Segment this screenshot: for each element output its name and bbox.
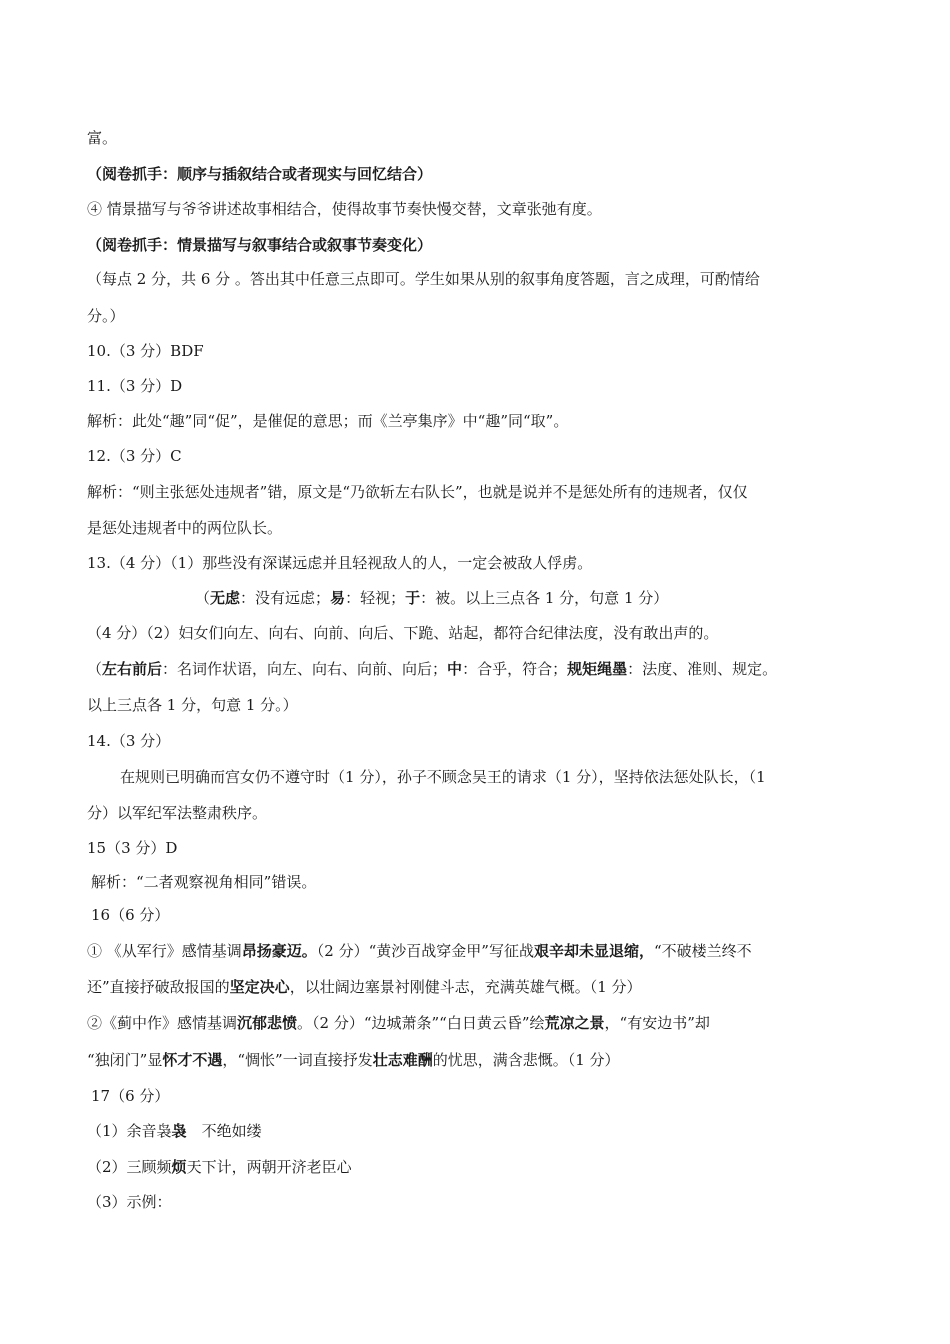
text-line: （1）余音袅袅 不绝如缕 [87,1122,262,1140]
answer-11: 11.（3 分）D [87,377,183,395]
text-line: 在规则已明确而宫女仍不遵守时（1 分），孙子不顾念吴王的请求（1 分），坚持依法惩处队长，（1 [120,768,766,786]
answer-13-2: （4 分）（2）妇女们向左、向右、向前、向后、下跪、站起，都符合纪律法度，没有敢出声的。 [87,624,719,642]
text-line: 分。） [87,307,125,325]
answer-15: 15（3 分）D [87,839,178,857]
text-line: （3）示例： [87,1193,172,1211]
answer-12: 12.（3 分）C [87,447,182,465]
text-line: 还”直接抒破敌报国的坚定决心，以壮阔边塞景衬刚健斗志，充满英雄气概。（1 分） [87,978,642,996]
text-line: ②《蓟中作》感情基调沉郁悲愤。（2 分）“边城萧条”“白日黄云昏”绘荒凉之景，“有安边书”却 [87,1014,710,1032]
text-line: 是惩处违规者中的两位队长。 [87,519,283,537]
text-line: 以上三点各 1 分，句意 1 分。） [87,696,298,714]
text-line: 富。 [87,129,118,147]
answer-17: 17（6 分） [91,1087,170,1105]
text-line: ④ 情景描写与爷爷讲述故事相结合，使得故事节奏快慢交替，文章张弛有度。 [87,200,602,218]
text-line: （每点 2 分，共 6 分 。答出其中任意三点即可。学生如果从别的叙事角度答题，言之成理，可酌情给 [87,270,760,288]
explanation-15: 解析：“二者观察视角相同”错误。 [91,873,317,891]
grading-note: （阅卷抓手：情景描写与叙事结合或叙事节奏变化） [87,236,433,254]
grading-note: （阅卷抓手：顺序与插叙结合或者现实与回忆结合） [87,165,433,183]
text-line: （2）三顾频烦天下计，两朝开济老臣心 [87,1158,352,1176]
explanation-11: 解析：此处“趣”同“促”，是催促的意思；而《兰亭集序》中“趣”同“取”。 [87,412,569,430]
text-line: ① 《从军行》感情基调昂扬豪迈。（2 分）“黄沙百战穿金甲”写征战艰辛却未显退缩，“不破楼兰终不 [87,942,752,960]
text-line: “独闭门”显怀才不遇，“惆怅”一词直接抒发壮志难酬的忧思，满含悲慨。（1 分） [87,1051,620,1069]
answer-10: 10.（3 分）BDF [87,342,204,360]
answer-16: 16（6 分） [91,906,170,924]
answer-13-1: 13.（4 分）（1）那些没有深谋远虑并且轻视敌人的人，一定会被敌人俘虏。 [87,554,593,572]
answer-14: 14.（3 分） [87,732,171,750]
text-line: 分）以军纪军法整肃秩序。 [87,804,268,822]
explanation-12: 解析：“则主张惩处违规者”错，原文是“乃欲斩左右队长”，也就是说并不是惩处所有的违规者，仅仅 [87,483,748,501]
scoring-note-13-1: （无虑：没有远虑；易：轻视；于：被。以上三点各 1 分，句意 1 分） [195,589,669,607]
scoring-note-13-2: （左右前后：名词作状语，向左、向右、向前、向后；中：合乎，符合；规矩绳墨：法度、准则、规定。 [87,660,778,678]
